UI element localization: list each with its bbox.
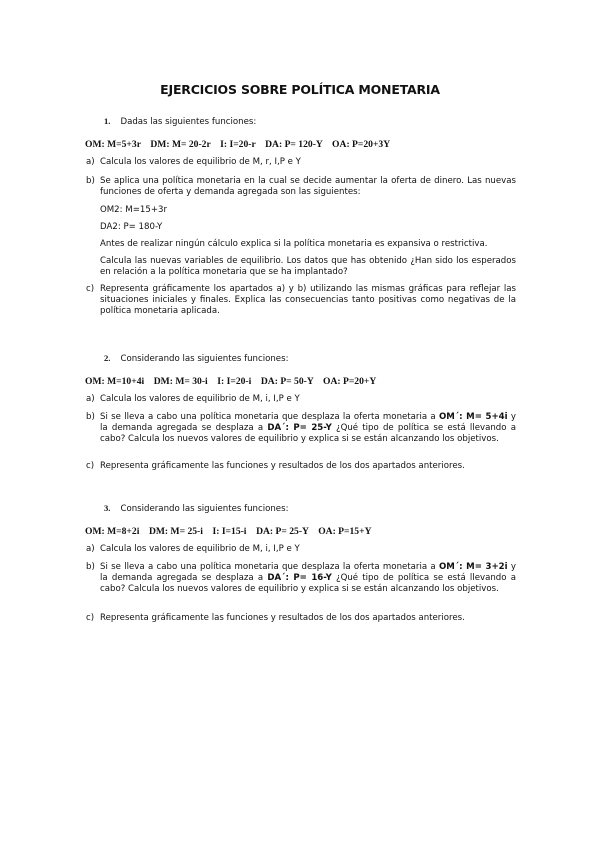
document-title: EJERCICIOS SOBRE POLÍTICA MONETARIA [160, 82, 440, 97]
da-prime-equation: DA´: P= 16-Y [267, 573, 332, 583]
exercise-2-item-a [86, 394, 516, 405]
item-text [100, 562, 516, 595]
item-text: Representa gráficamente los apartados a) y b) utilizando las mismas gráficas para reflejar las situaciones iniciales y finales. Explica las consecuencias tanto positivas como negativas de la política monetaria aplicada. [100, 284, 516, 316]
text-run: Si se lleva a cabo una política monetaria que desplaza la oferta monetaria a [100, 562, 439, 572]
text-run: ¿Qué tipo de política se está llevando a cabo? Calcula los nuevos valores de equilibrio y explica si se están alcanzando los objetivos. [100, 423, 516, 444]
exercise-3-item-b [86, 562, 516, 595]
item-text [100, 412, 516, 445]
da-prime-equation: DA´: P= 25-Y [267, 423, 332, 433]
exercise-3-item-c [86, 613, 516, 624]
item-label: c) [86, 461, 95, 471]
item-label: a) [86, 394, 95, 404]
item-text: Se aplica una política monetaria en la cual se decide aumentar la oferta de dinero. Las nuevas funciones de oferta y demanda agregada son las siguientes: [100, 176, 516, 197]
exercise-3-functions: OM: M=8+2i DM: M= 25-i I: I=15-i DA: P= 25-Y OA: P=15+Y [85, 526, 372, 537]
text-run: y la demanda agregada se desplaza a [100, 562, 516, 583]
text-run: y la demanda agregada se desplaza a [100, 412, 516, 433]
exercise-1-item-b [86, 176, 516, 198]
exercise-1-om2: OM2: M=15+3r [100, 205, 168, 215]
exercise-intro: Considerando las siguientes funciones: [120, 504, 289, 514]
exercise-2-functions: OM: M=10+4i DM: M= 30-i I: I=20-i DA: P= 50-Y OA: P=20+Y [85, 376, 377, 387]
exercise-1-item-c [86, 284, 516, 317]
exercise-2-heading [104, 353, 288, 364]
item-text: Representa gráficamente las funciones y resultados de los dos apartados anteriores. [100, 613, 465, 623]
exercise-number: 2. [104, 353, 111, 363]
text-run: ¿Qué tipo de política se está llevando a cabo? Calcula los nuevos valores de equilibrio y explica si se están alcanzando los objetivos. [100, 573, 516, 594]
item-label: a) [86, 157, 95, 167]
item-text: Calcula los valores de equilibrio de M, r, I,P e Y [100, 157, 301, 167]
exercise-1-item-a [86, 157, 516, 168]
exercise-intro: Dadas las siguientes funciones: [120, 117, 257, 127]
text-run: Si se lleva a cabo una política monetaria que desplaza la oferta monetaria a [100, 412, 439, 422]
exercise-1-da2: DA2: P= 180-Y [100, 222, 163, 232]
item-label: a) [86, 544, 95, 554]
exercise-number: 3. [104, 503, 111, 513]
exercise-1-b-p1: Antes de realizar ningún cálculo explica si la política monetaria es expansiva o restrictiva. [100, 239, 488, 249]
exercise-intro: Considerando las siguientes funciones: [120, 354, 289, 364]
item-label: c) [86, 284, 95, 294]
item-label: c) [86, 613, 95, 623]
item-label: b) [86, 412, 95, 422]
item-label: b) [86, 176, 95, 186]
item-text: Calcula los valores de equilibrio de M, i, I,P e Y [100, 394, 300, 404]
exercise-1-functions: OM: M=5+3r DM: M= 20-2r I: I=20-r DA: P= 120-Y OA: P=20+3Y [85, 139, 391, 150]
exercise-1-b-p2: Calcula las nuevas variables de equilibrio. Los datos que has obtenido ¿Han sido los esperados en relación a la política monetaria que se ha implantado? [100, 256, 516, 277]
exercise-2-item-b [86, 412, 516, 445]
exercise-number: 1. [104, 116, 111, 126]
item-text: Representa gráficamente las funciones y resultados de los dos apartados anteriores. [100, 461, 465, 471]
om-prime-equation: OM´: M= 3+2i [439, 562, 508, 572]
item-label: b) [86, 562, 95, 572]
om-prime-equation: OM´: M= 5+4i [439, 412, 508, 422]
exercise-2-item-c [86, 461, 516, 472]
exercise-1-heading [104, 116, 256, 127]
exercise-3-heading [104, 503, 288, 514]
exercise-3-item-a [86, 544, 516, 555]
item-text: Calcula los valores de equilibrio de M, i, I,P e Y [100, 544, 300, 554]
